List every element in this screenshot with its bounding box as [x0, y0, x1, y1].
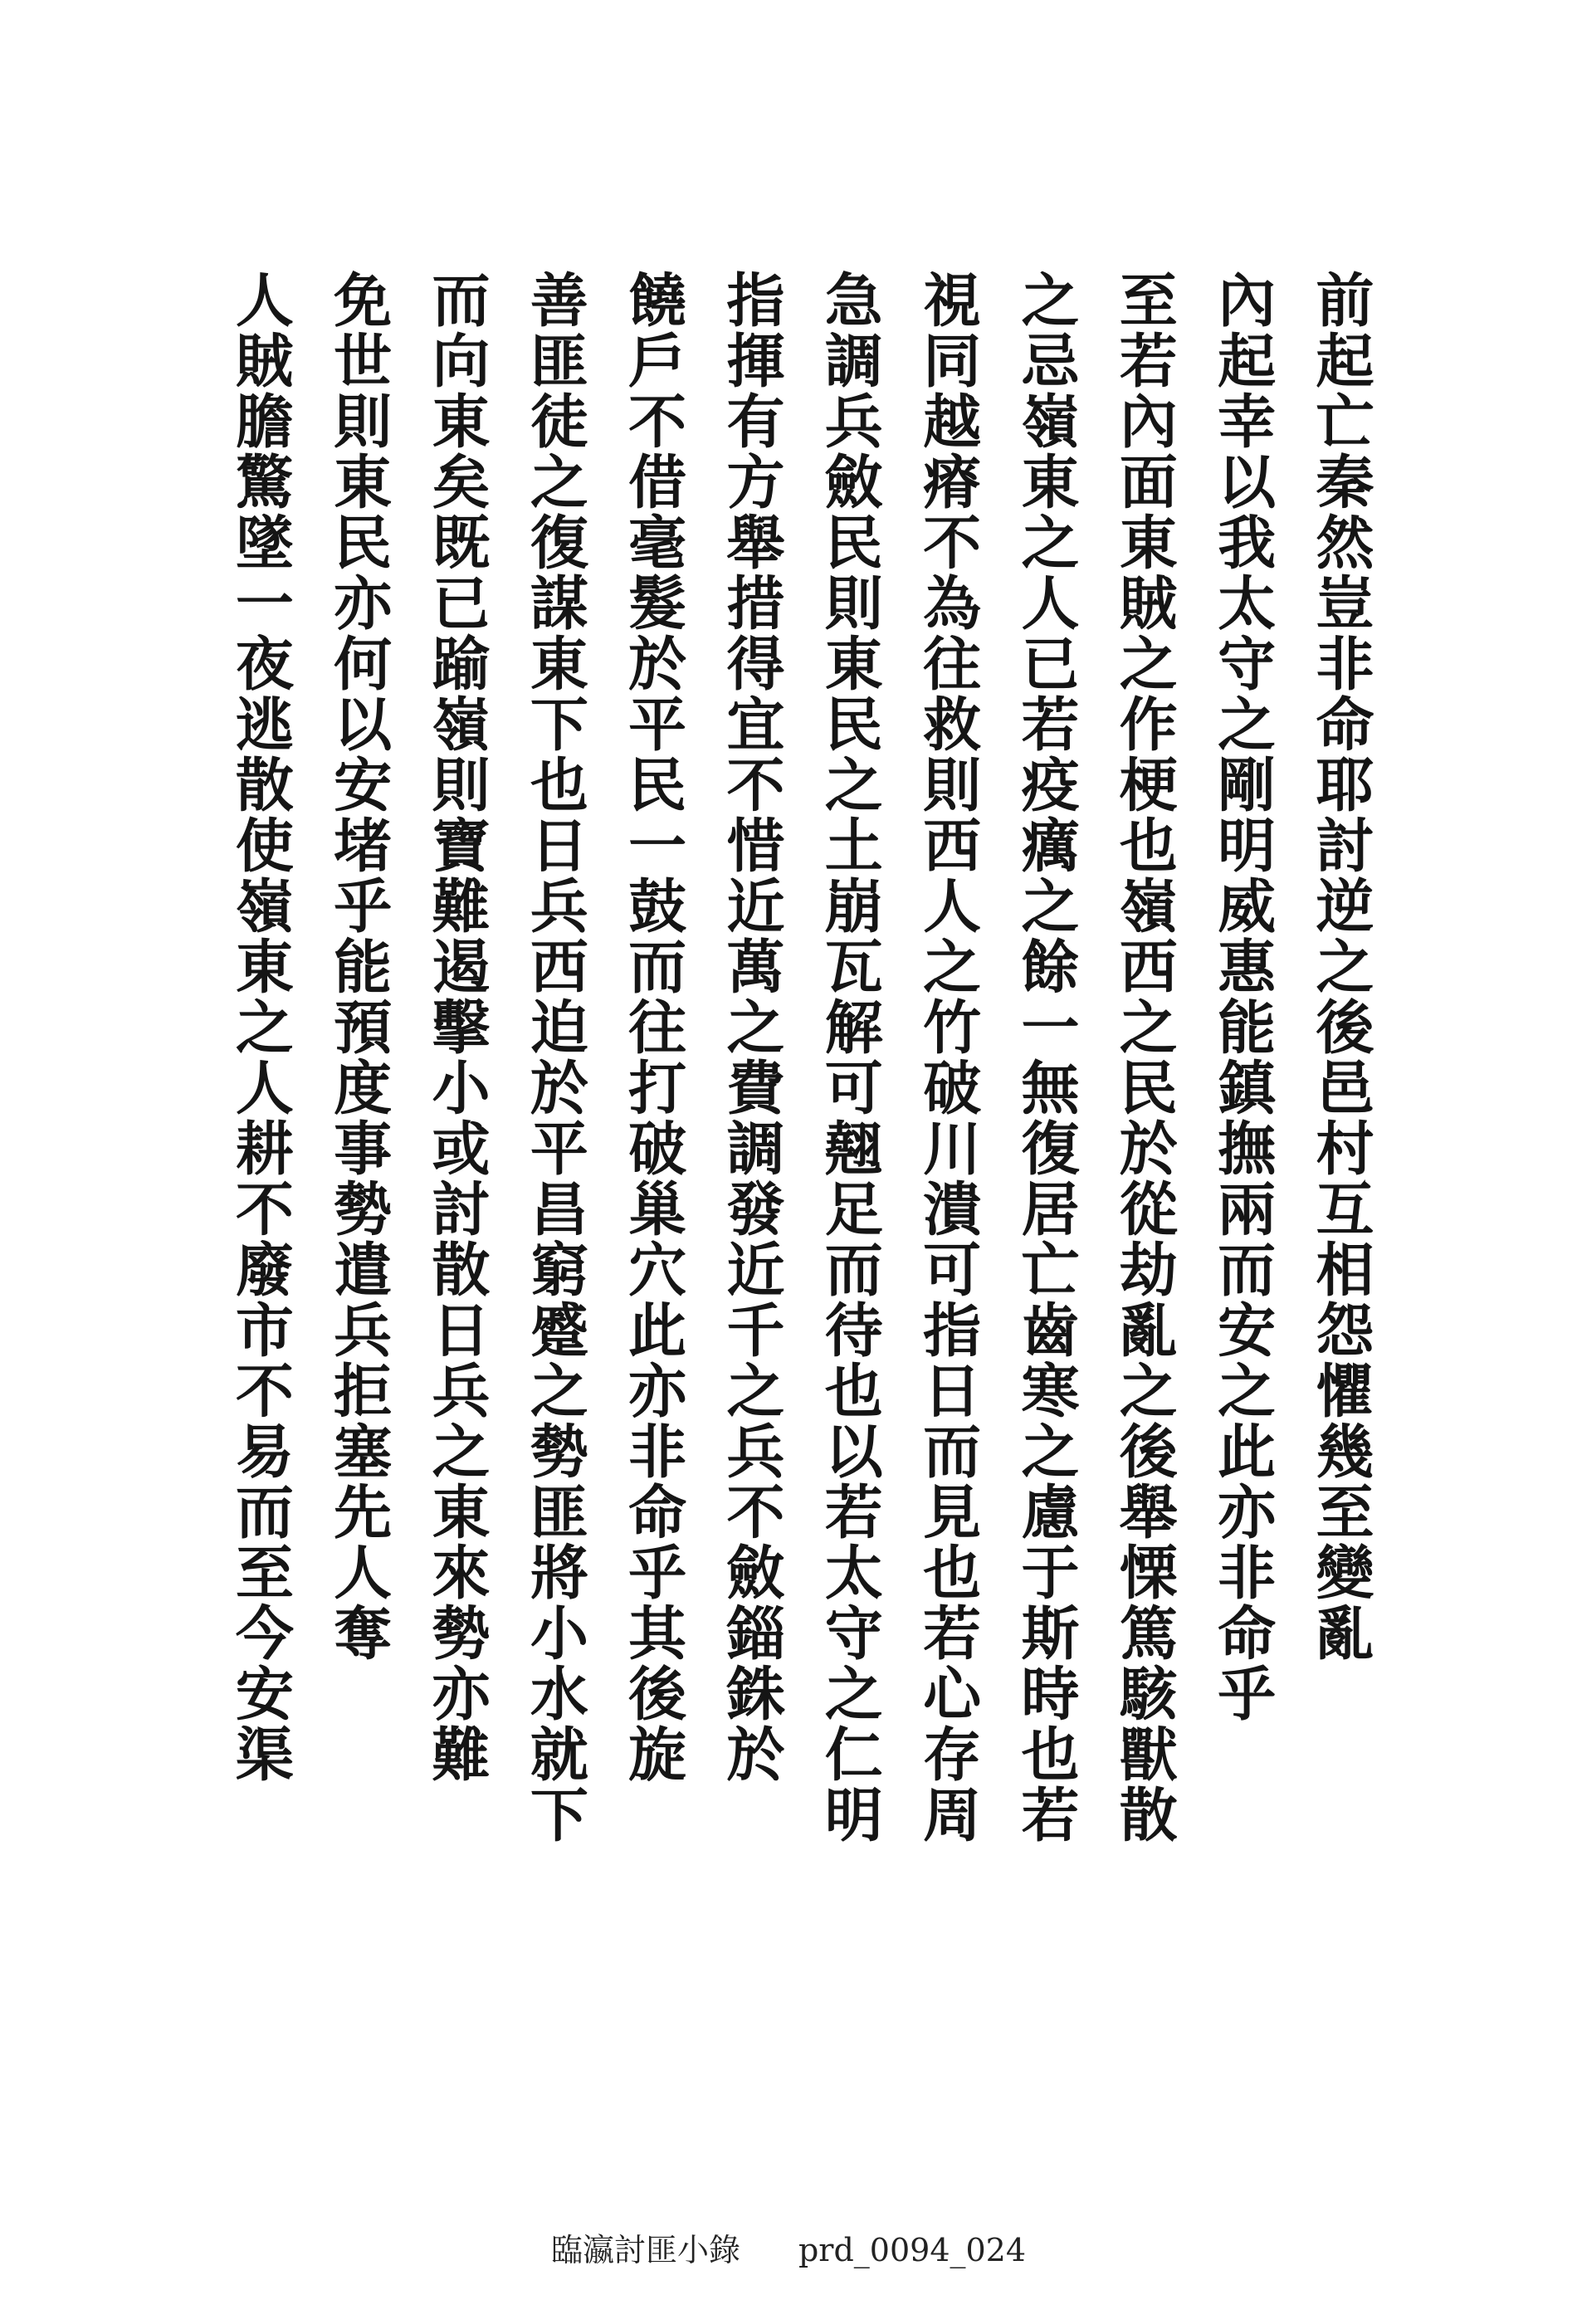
footer-title: 臨瀛討匪小錄: [550, 2232, 740, 2268]
text-column-8: 饒戶不借毫髮於平民一鼓而往打破巢穴此亦非命乎其後旋: [618, 270, 688, 1784]
footer-code: prd_0094_024: [798, 2232, 1027, 2268]
page-footer: [0, 2224, 1577, 2270]
vertical-text-block: [212, 270, 1390, 2054]
text-column-12: 人賊膽驚墜一夜逃散使嶺東之人耕不廢市不易而至今安渠: [226, 270, 295, 1784]
text-column-10: 而向東矣既已踰嶺則寶難遏擊小或討散日兵之東來勢亦難: [422, 270, 491, 1784]
text-column-2: 內起幸以我太守之剛明威惠能鎮撫兩而安之此亦非命乎: [1208, 270, 1277, 1724]
text-column-3: 至若內面東賊之作梗也嶺西之民於從劫亂之後舉慄篤駭獸散: [1110, 270, 1179, 1845]
text-column-4: 之忌嶺東之人已若疫癘之餘一無復居亡齒寒之慮于斯時也若: [1011, 270, 1081, 1845]
text-column-6: 急調兵斂民則東民之土崩瓦解可翹足而待也以若太守之仁明: [815, 270, 885, 1845]
text-column-1: 前起亡秦然豈非命耶討逆之後邑村互相怨懼幾至變亂: [1306, 270, 1375, 1663]
text-column-9: 善匪徒之復謀東下也日兵西迫於平昌窮蹙之勢匪將小水就下: [520, 270, 590, 1845]
text-column-5: 視同越瘠不為往救則西人之竹破川潰可指日而見也若心存周: [913, 270, 983, 1845]
text-column-11: 免世則東民亦何以安堵乎能預度事勢遣兵拒塞先人奪: [324, 270, 393, 1663]
text-column-7: 指揮有方舉措得宜不惜近萬之費調發近千之兵不斂錙銖於: [716, 270, 786, 1784]
